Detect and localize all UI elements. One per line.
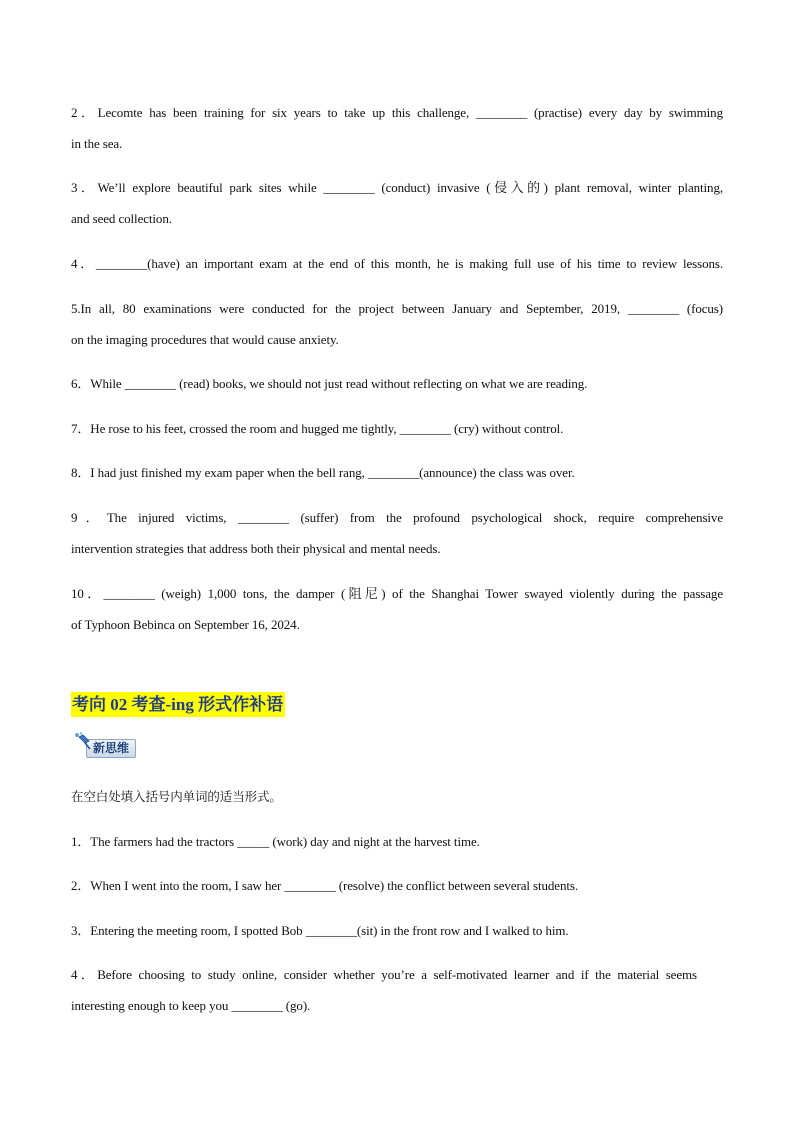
exercise-3-line-2: and seed collection.	[71, 211, 172, 226]
exercise-4-line-1: 4．________(have) an important exam at the end of this month, he is making full use of his time to review lessons.	[71, 256, 723, 271]
exercise-2-line-2: in the sea.	[71, 136, 123, 151]
section-heading: 考向 02 考查-ing 形式作补语	[71, 692, 285, 717]
exercise-8-line-1: 8．I had just finished my exam paper when the bell rang, ________(announce) the class was over.	[71, 465, 575, 480]
exercise-2-line-1: 2．Lecomte has been training for six years to take up this challenge, ________ (practise) every day by swimming	[71, 105, 723, 120]
exercise-10-line-1: 10．________ (weigh) 1,000 tons, the damper (阻尼) of the Shanghai Tower swayed violently during the passage	[71, 586, 723, 601]
s2-exercise-1-line-1: 1．The farmers had the tractors _____ (work) day and night at the harvest time.	[71, 834, 480, 849]
new-thinking-badge	[73, 731, 139, 761]
s2-exercise-4-line-2: interesting enough to keep you ________ (go).	[71, 998, 311, 1013]
exercise-5-line-2: on the imaging procedures that would cause anxiety.	[71, 332, 339, 347]
exercise-9-line-1: 9．The injured victims, ________ (suffer) from the profound psychological shock, require comprehensive	[71, 510, 723, 525]
s2-exercise-3-line-1: 3．Entering the meeting room, I spotted Bob ________(sit) in the front row and I walked to him.	[71, 923, 569, 938]
exercise-7-line-1: 7．He rose to his feet, crossed the room and hugged me tightly, ________ (cry) without control.	[71, 421, 564, 436]
badge-label: 新思维	[92, 741, 129, 755]
exercise-5-line-1: 5.In all, 80 examinations were conducted for the project between January and September, 2019, ________ (focus)	[71, 301, 723, 316]
exercise-6-line-1: 6．While ________ (read) books, we should not just read without reflecting on what we are reading.	[71, 376, 588, 391]
exercise-3-line-1: 3．We’ll explore beautiful park sites while ________ (conduct) invasive (侵入的) plant removal, winter planting,	[71, 180, 723, 195]
s2-exercise-2-line-1: 2．When I went into the room, I saw her ________ (resolve) the conflict between several students.	[71, 878, 578, 893]
instruction-text: 在空白处填入括号内单词的适当形式。	[71, 789, 282, 804]
exercise-10-line-2: of Typhoon Bebinca on September 16, 2024.	[71, 617, 300, 632]
exercise-9-line-2: intervention strategies that address both their physical and mental needs.	[71, 541, 441, 556]
s2-exercise-4-line-1: 4．Before choosing to study online, consider whether you’re a self-motivated learner and if the material seems	[71, 967, 697, 982]
